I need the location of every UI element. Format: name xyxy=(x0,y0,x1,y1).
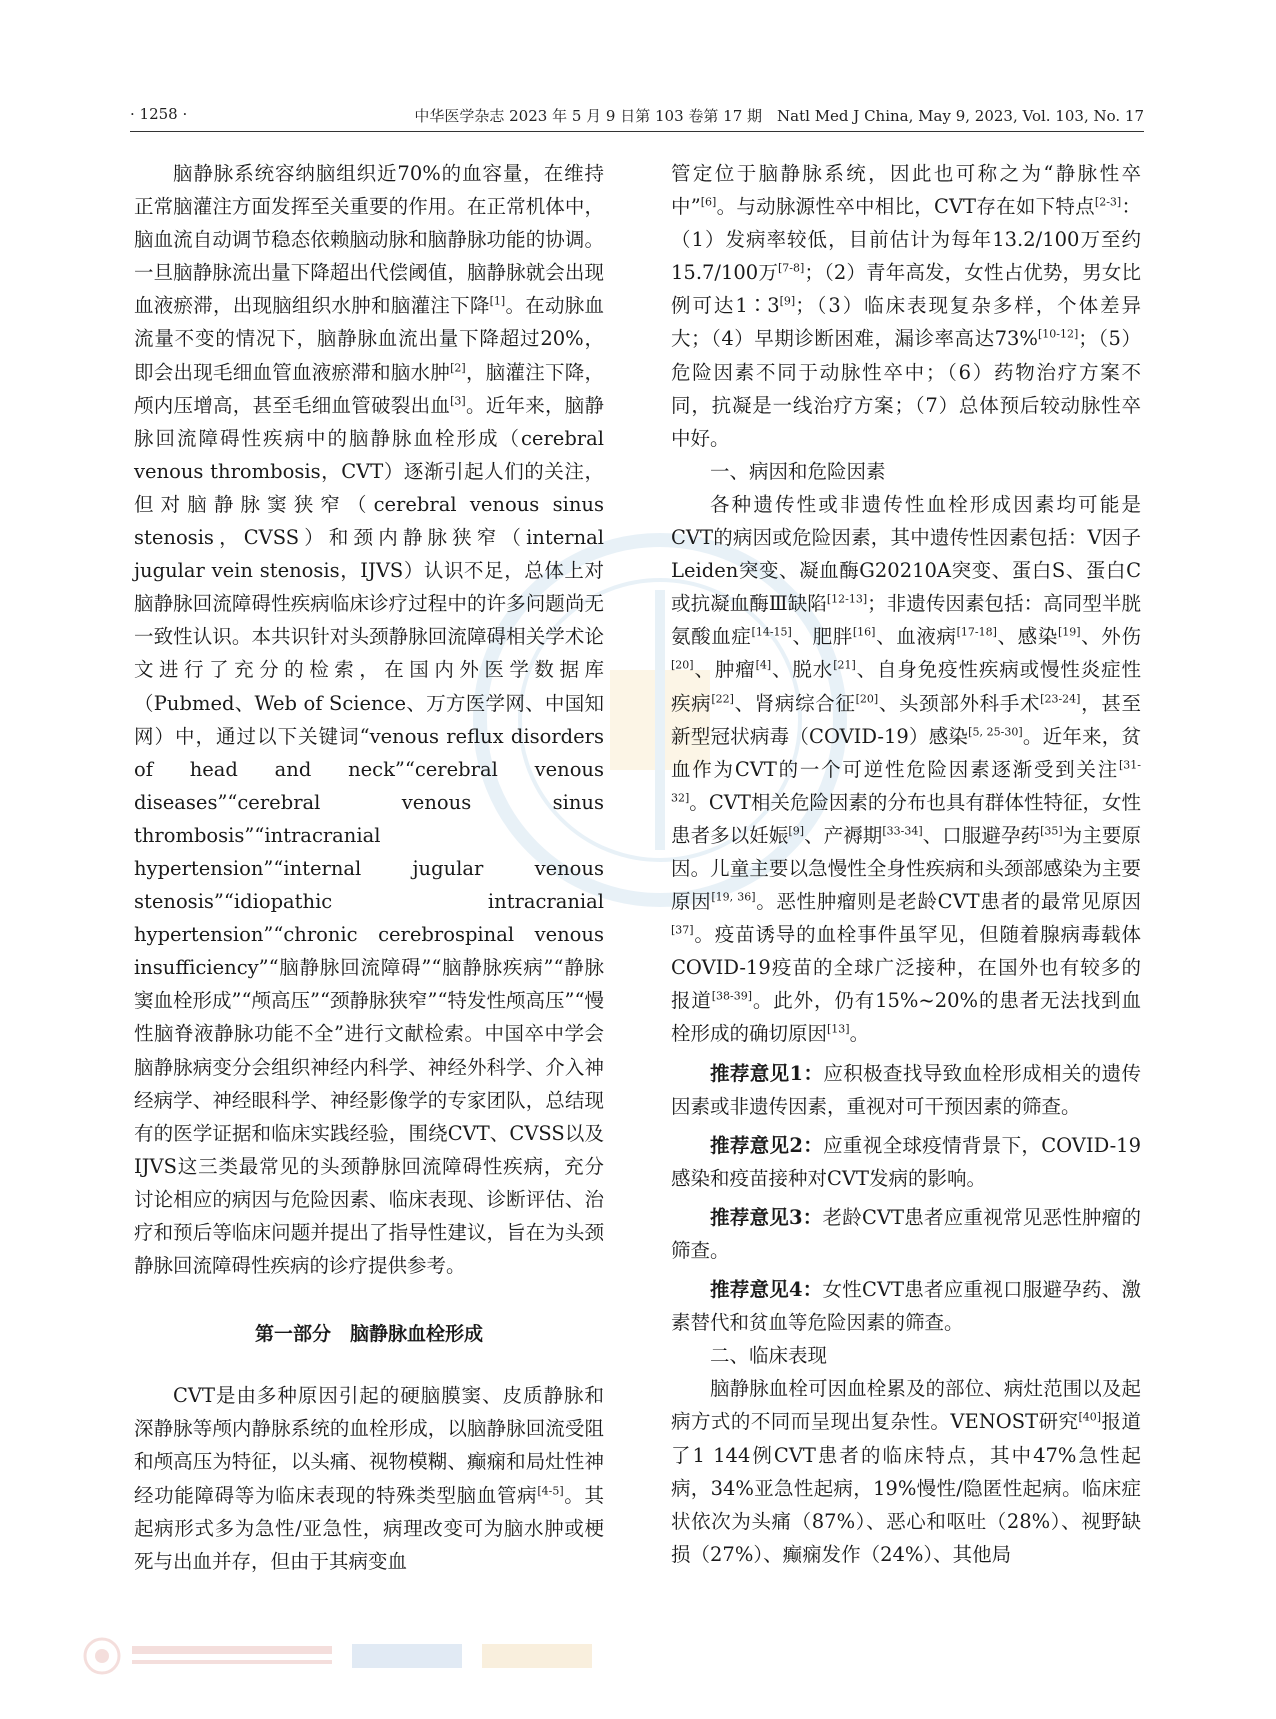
journal-info: 中华医学杂志 2023 年 5 月 9 日第 103 卷第 17 期 Natl Med J China, May 9, 2023, Vol. 103, No. 17 xyxy=(414,107,1144,125)
right-column xyxy=(671,157,1141,1571)
recommendation-1: 推荐意见1：应积极查找导致血栓形成相关的遗传因素或非遗传因素，重视对可干预因素的筛查。 xyxy=(671,1061,1141,1118)
left-column xyxy=(134,157,604,1578)
etiology-paragraph: 各种遗传性或非遗传性血栓形成因素均可能是CVT的病因或危险因素，其中遗传性因素包括：V因子Leiden突变、凝血酶G20210A突变、蛋白S、蛋白C或抗凝血酶Ⅲ缺陷[12-13]；非遗传因素包括：高同型半胱氨酸血症[14-15]、肥胖[16]、血液病[17-18]、感染[19]、外伤[20]、肿瘤[4]、脱水[21]、自身免疫性疾病或慢性炎症性疾病[22]、肾病综合征[20]、头颈部外科手术[23-24]，甚至新型冠状病毒（COVID-19）感染[5, 25-30]。近年来，贫血作为CVT的一个可逆性危险因素逐渐受到关注[31-32]。CVT相关危险因素的分布也具有群体性特征，女性患者多以妊娠[9]、产褥期[33-34]、口服避孕药[35]为主要原因。儿童主要以急慢性全身性疾病和头颈部感染为主要原因[19, 36]。恶性肿瘤则是老龄CVT患者的最常见原因[37]。疫苗诱导的血栓事件虽罕见，但随着腺病毒载体COVID-19疫苗的全球广泛接种，在国外也有较多的报道[38-39]。此外，仍有15%~20%的患者无法找到血栓形成的确切原因[13]。 xyxy=(671,492,1141,1046)
cvt-features-paragraph: 管定位于脑静脉系统，因此也可称之为“静脉性卒中”[6]。与动脉源性卒中相比，CVT存在如下特点[2-3]：（1）发病率较低，目前估计为每年13.2/100万至约15.7/100万[7-8]；（2）青年高发，女性占优势，男女比例可达1∶3[9]；（3）临床表现复杂多样，个体差异大；（4）早期诊断困难，漏诊率高达73%[10-12]；（5）危险因素不同于动脉性卒中；（6）药物治疗方案不同，抗凝是一线治疗方案；（7）总体预后较动脉性卒中好。 xyxy=(671,162,1141,450)
recommendation-2: 推荐意见2：应重视全球疫情背景下，COVID-19感染和疫苗接种对CVT发病的影响。 xyxy=(671,1133,1141,1190)
page-number: · 1258 · xyxy=(130,105,188,123)
running-header xyxy=(130,101,1144,132)
part-title: 第一部分 脑静脉血栓形成 xyxy=(254,1323,483,1346)
clinical-paragraph: 脑静脉血栓可因血栓累及的部位、病灶范围以及起病方式的不同而呈现出复杂性。VENOST研究[40]报道了1 144例CVT患者的临床特点，其中47%急性起病，34%亚急性起病，19%慢性/隐匿性起病。临床症状依次为头痛（87%）、恶心和呕吐（28%）、视野缺损（27%）、癫痫发作（24%）、其他局 xyxy=(671,1377,1141,1566)
section-heading-etiology: 一、病因和危险因素 xyxy=(710,459,886,483)
recommendation-3: 推荐意见3：老龄CVT患者应重视常见恶性肿瘤的筛查。 xyxy=(671,1205,1141,1262)
cvt-definition-paragraph: CVT是由多种原因引起的硬脑膜窦、皮质静脉和深静脉等颅内静脉系统的血栓形成，以脑静脉回流受阻和颅高压为特征，以头痛、视物模糊、癫痫和局灶性神经功能障碍等为临床表现的特殊类型脑血管病[4-5]。其起病形式多为急性/亚急性，病理改变可为脑水肿或梗死与出血并存，但由于其病变血 xyxy=(134,1384,604,1573)
section-heading-clinical: 二、临床表现 xyxy=(710,1344,828,1368)
publisher-watermark xyxy=(82,1636,642,1676)
intro-paragraph: 脑静脉系统容纳脑组织近70%的血容量，在维持正常脑灌注方面发挥至关重要的作用。在正常机体中，脑血流自动调节稳态依赖脑动脉和脑静脉功能的协调。一旦脑静脉流出量下降超出代偿阈值，脑静脉就会出现血液瘀滞，出现脑组织水肿和脑灌注下降[1]。在动脉血流量不变的情况下，脑静脉血流出量下降超过20%，即会出现毛细血管血液瘀滞和脑水肿[2]，脑灌注下降，颅内压增高，甚至毛细血管破裂出血[3]。近年来，脑静脉回流障碍性疾病中的脑静脉血栓形成（cerebral venous thrombosis，CVT）逐渐引起人们的关注，但对脑静脉窦狭窄（cerebral venous sinus stenosis，CVSS）和颈内静脉狭窄（internal jugular vein stenosis，IJVS）认识不足，总体上对脑静脉回流障碍性疾病临床诊疗过程中的许多问题尚无一致性认识。本共识针对头颈静脉回流障碍相关学术论文进行了充分的检索，在国内外医学数据库（Pubmed、Web of Science、万方医学网、中国知网）中，通过以下关键词“venous reflux disorders of head and neck”“cerebral venous diseases”“cerebral venous sinus thrombosis”“intracranial hypertension”“internal jugular venous stenosis”“idiopathic intracranial hypertension”“chronic cerebrospinal venous insufficiency”“脑静脉回流障碍”“脑静脉疾病”“静脉窦血栓形成”“颅高压”“颈静脉狭窄”“特发性颅高压”“慢性脑脊液静脉功能不全”进行文献检索。中国卒中学会脑静脉病变分会组织神经内科学、神经外科学、介入神经病学、神经眼科学、神经影像学的专家团队，总结现有的医学证据和临床实践经验，围绕CVT、CVSS以及IJVS这三类最常见的头颈静脉回流障碍性疾病，充分讨论相应的病因与危险因素、临床表现、诊断评估、治疗和预后等临床问题并提出了指导性建议，旨在为头颈静脉回流障碍性疾病的诊疗提供参考。 xyxy=(134,162,604,1278)
recommendation-4: 推荐意见4：女性CVT患者应重视口服避孕药、激素替代和贫血等危险因素的筛查。 xyxy=(671,1278,1141,1335)
